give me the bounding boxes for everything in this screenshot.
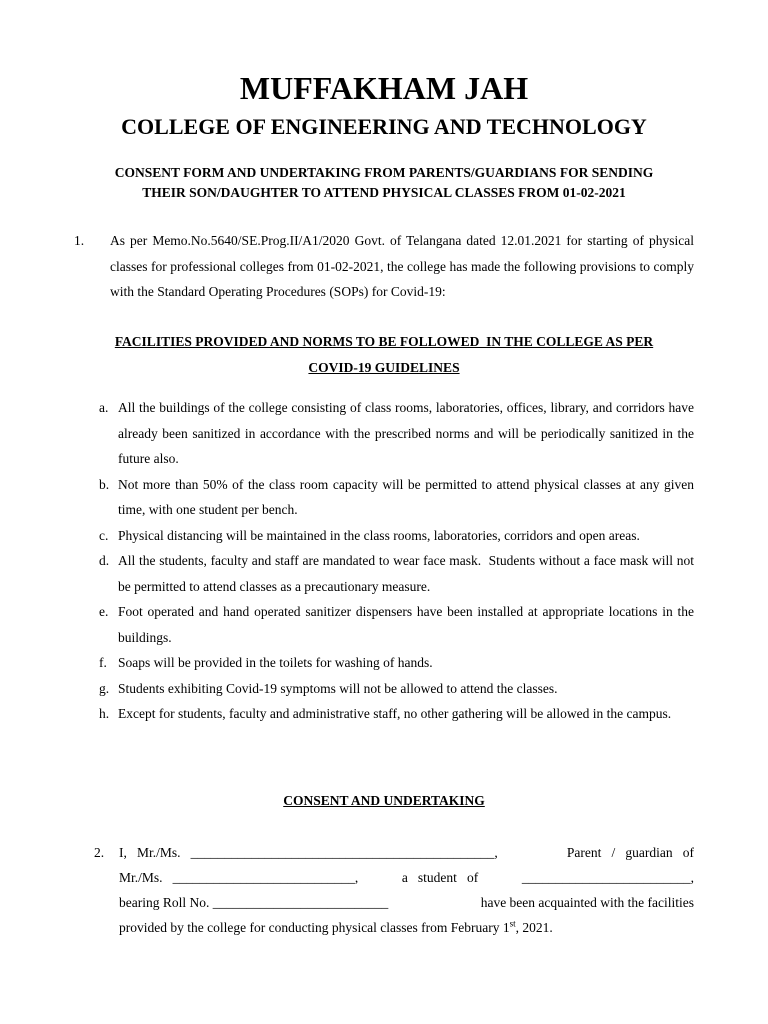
student-department-field[interactable]: _________________________,	[521, 870, 694, 885]
undertaking-line-1	[119, 840, 694, 865]
facilities-heading-line-2: COVID-19 GUIDELINES	[308, 360, 460, 375]
section-1-number: 1.	[74, 233, 85, 248]
list-marker: e.	[99, 604, 109, 619]
list-item	[94, 599, 694, 650]
list-marker: b.	[99, 476, 110, 492]
roll-number-field[interactable]: bearing Roll No. __________________________	[119, 895, 389, 910]
list-item	[94, 701, 694, 727]
undertaking-heading: CONSENT AND UNDERTAKING	[283, 793, 485, 808]
list-item-text: Physical distancing will be maintained in the class rooms, laboratories, corridors and open areas.	[118, 527, 640, 543]
list-item	[94, 650, 694, 676]
section-1-text: As per Memo.No.5640/SE.Prog.II/A1/2020 Govt. of Telangana dated 12.01.2021 for starting of physical classes for professional colleges from 01-02-2021, the college has made the following provisions to comply with the Standard Operating Procedures (SOPs) for Covid-19:	[110, 233, 694, 299]
list-marker: g.	[99, 680, 110, 696]
facilities-list	[94, 395, 698, 727]
facilities-heading-line-1: FACILITIES PROVIDED AND NORMS TO BE FOLLOWED IN THE COLLEGE AS PER	[114, 334, 654, 349]
student-of-label: a student of	[401, 870, 479, 885]
list-item	[94, 395, 694, 472]
list-marker: h.	[99, 706, 110, 721]
acquainted-text: have been acquainted with the facilities	[480, 895, 694, 910]
consent-title-line-2: THEIR SON/DAUGHTER TO ATTEND PHYSICAL CLASSES FROM 01-02-2021	[142, 185, 626, 200]
section-2-paragraph	[94, 840, 694, 940]
parent-name-field[interactable]: I, Mr./Ms. _____________________________________________,	[119, 845, 498, 860]
list-marker: d.	[99, 553, 110, 568]
undertaking-line-3	[119, 890, 694, 915]
conducting-classes-text: provided by the college for conducting physical classes from February 1	[119, 920, 510, 935]
parent-guardian-label: Parent / guardian of	[566, 845, 694, 860]
facilities-heading	[62, 329, 706, 381]
list-item-text: All the buildings of the college consisting of class rooms, laboratories, offices, library, and corridors have already been sanitized in accordance with the prescribed norms and will be periodically sanitized in the future also.	[118, 400, 694, 466]
list-marker: a.	[99, 400, 109, 415]
list-item	[94, 548, 698, 599]
section-1-paragraph	[74, 228, 694, 305]
list-item	[94, 676, 694, 702]
list-marker: c.	[99, 527, 109, 543]
list-marker: f.	[99, 655, 107, 670]
list-item	[94, 472, 694, 523]
list-item	[94, 523, 694, 549]
list-item-text: Soaps will be provided in the toilets for washing of hands.	[118, 655, 433, 670]
student-name-field[interactable]: Mr./Ms. ___________________________,	[119, 870, 359, 885]
date-ordinal-suffix: st	[509, 918, 516, 929]
college-subtitle: COLLEGE OF ENGINEERING AND TECHNOLOGY	[121, 114, 647, 139]
list-item-text: Except for students, faculty and administrative staff, no other gathering will be allowed in the campus.	[118, 706, 672, 721]
list-item-text: Foot operated and hand operated sanitizer dispensers have been installed at appropriate locations in the buildings.	[118, 604, 694, 645]
section-2-number: 2.	[94, 845, 105, 860]
year-text: , 2021.	[515, 920, 553, 935]
undertaking-line-4	[119, 915, 694, 940]
list-item-text: Students exhibiting Covid-19 symptoms will not be allowed to attend the classes.	[118, 680, 558, 696]
undertaking-line-2	[119, 865, 694, 890]
consent-title-line-1: CONSENT FORM AND UNDERTAKING FROM PARENTS/GUARDIANS FOR SENDING	[114, 165, 654, 180]
consent-form-title	[62, 163, 706, 203]
college-name-title: MUFFAKHAM JAH	[239, 70, 529, 106]
list-item-text: Not more than 50% of the class room capacity will be permitted to attend physical classes at any given time, with one student per bench.	[118, 476, 694, 517]
list-item-text: All the students, faculty and staff are mandated to wear face mask. Students without a face mask will not be permitted to attend classes as a precautionary measure.	[118, 553, 698, 594]
